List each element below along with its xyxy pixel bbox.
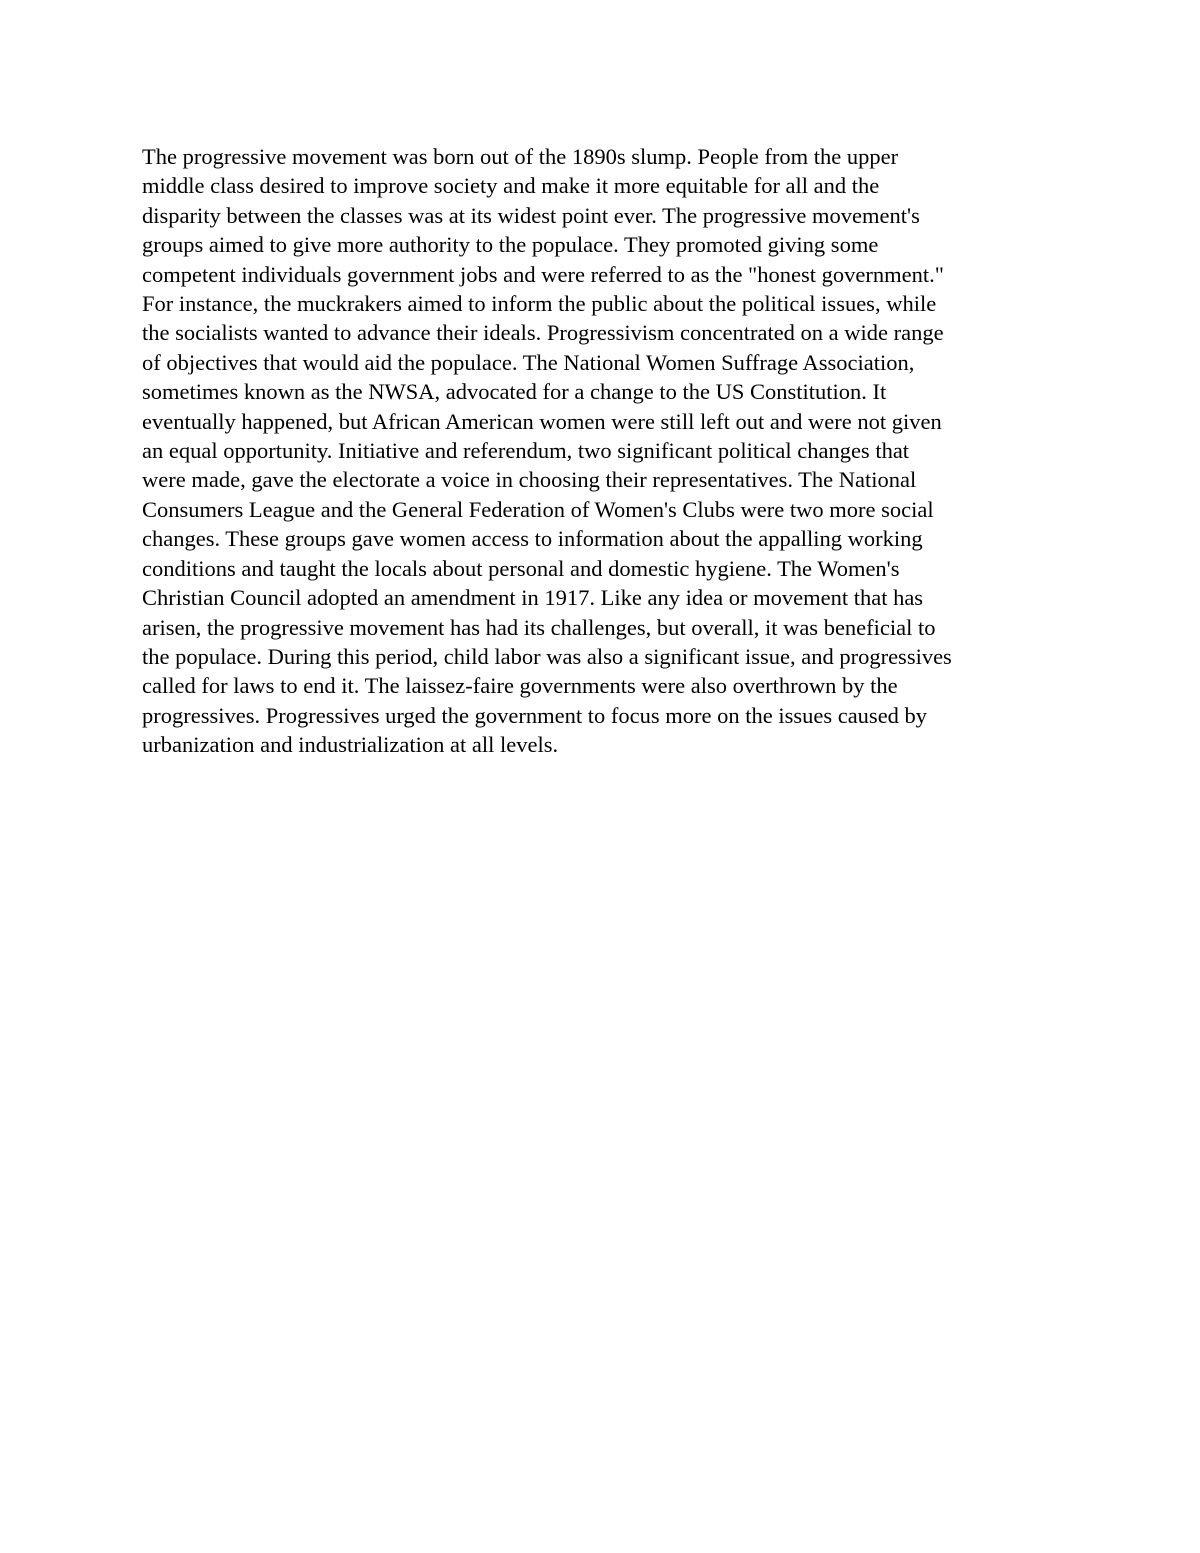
text-line: urbanization and industrialization at all levels. <box>142 732 559 758</box>
text-line: of objectives that would aid the populace. The National Women Suffrage Association, <box>142 349 915 375</box>
text-line: conditions and taught the locals about personal and domestic hygiene. The Women's <box>142 555 900 581</box>
text-line: called for laws to end it. The laissez-faire governments were also overthrown by the <box>142 673 898 699</box>
text-line: eventually happened, but African American women were still left out and were not given <box>142 408 942 434</box>
text-line: Christian Council adopted an amendment in 1917. Like any idea or movement that has <box>142 585 924 611</box>
text-line: progressives. Progressives urged the government to focus more on the issues caused by <box>142 702 928 728</box>
body-paragraph <box>142 142 1072 760</box>
text-line: groups aimed to give more authority to the populace. They promoted giving some <box>142 232 879 258</box>
text-line: the populace. During this period, child labor was also a significant issue, and progressives <box>142 643 952 669</box>
text-line: arisen, the progressive movement has had its challenges, but overall, it was beneficial to <box>142 614 936 640</box>
text-line: disparity between the classes was at its widest point ever. The progressive movement's <box>142 202 920 228</box>
text-line: competent individuals government jobs and were referred to as the "honest government." <box>142 261 944 287</box>
text-line: middle class desired to improve society and make it more equitable for all and the <box>142 173 880 199</box>
text-line: Consumers League and the General Federation of Women's Clubs were two more social <box>142 496 934 522</box>
text-line: sometimes known as the NWSA, advocated for a change to the US Constitution. It <box>142 379 887 405</box>
text-line: an equal opportunity. Initiative and referendum, two significant political changes that <box>142 438 910 464</box>
text-line: For instance, the muckrakers aimed to inform the public about the political issues, while <box>142 291 937 317</box>
text-line: were made, gave the electorate a voice in choosing their representatives. The National <box>142 467 917 493</box>
text-line: the socialists wanted to advance their ideals. Progressivism concentrated on a wide range <box>142 320 944 346</box>
text-line: The progressive movement was born out of the 1890s slump. People from the upper <box>142 144 899 169</box>
text-line: changes. These groups gave women access to information about the appalling working <box>142 526 923 552</box>
